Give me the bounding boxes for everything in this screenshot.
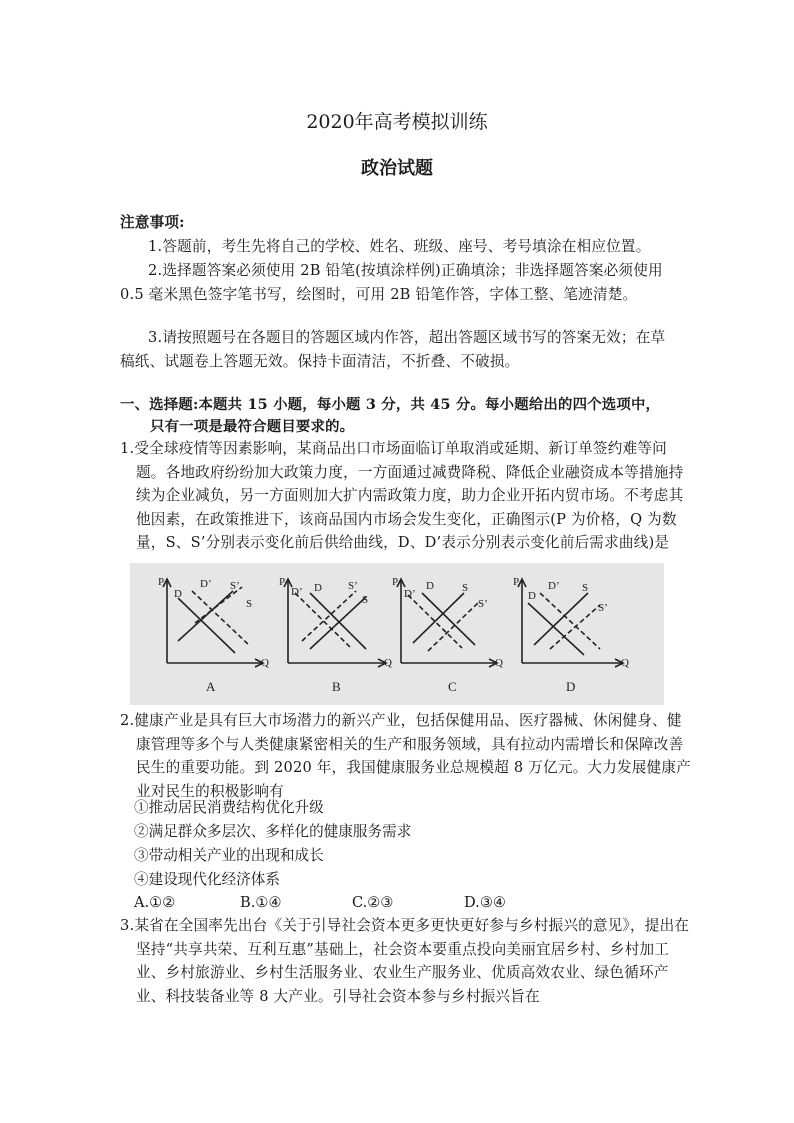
graph-a-label-2: D’: [200, 578, 212, 590]
graph-c-label-1: D’: [404, 588, 416, 600]
question-2-option-4: ④建设现代化经济体系: [134, 871, 280, 888]
graph-d-letter: D: [566, 679, 576, 694]
graph-d-label-2: D: [528, 590, 536, 602]
supply-demand-graphs: [130, 563, 664, 705]
graph-b-letter: B: [332, 679, 341, 694]
graph-c-label-3: S: [462, 582, 469, 594]
graph-c-letter: C: [448, 679, 457, 694]
graph-b-label-4: S: [362, 594, 369, 606]
exam-subject: 政治试题: [361, 158, 433, 179]
answer-c[interactable]: C.②③: [352, 894, 394, 911]
graph-b-label-2: D: [314, 582, 322, 594]
question-2-option-3: ③带动相关产业的出现和成长: [134, 847, 324, 864]
graph-d-label-1: D’: [548, 580, 560, 592]
notice-item-2: 2.选择题答案必须使用 2B 铅笔(按填涂样例)正确填涂；非选择题答案必须使用 0.5 毫米黑色签字笔书写，绘图时，可用 2B 铅笔作答，字体工整、笔迹清楚。: [120, 262, 663, 303]
graph-b-p-label: P: [279, 576, 286, 588]
notice-item-3: 3.请按照题号在各题目的答题区域内作答，超出答题区域书写的答案无效；在草稿纸、试题卷上答题无效。保持卡面清洁，不折叠、不破损。: [120, 329, 666, 370]
notice-item-1: 1.答题前，考生先将自己的学校、姓名、班级、座号、考号填涂在相应位置。: [148, 238, 651, 255]
graph-a-p-label: P: [158, 576, 165, 588]
graph-d-p-label: P: [513, 576, 520, 588]
section-heading-line1: 一、选择题:本题共 15 小题，每小题 3 分，共 45 分。每小题给出的四个选项中，: [120, 396, 661, 413]
graph-d-label-3: S: [582, 582, 589, 594]
graph-c-label-4: S’: [478, 598, 488, 610]
graph-a-label-4: S: [246, 598, 253, 610]
graph-b-label-1: D’: [291, 586, 303, 598]
question-2-option-2: ②满足群众多层次、多样化的健康服务需求: [134, 823, 412, 840]
notice-heading: 注意事项:: [120, 214, 185, 231]
graph-a-q-label: Q: [261, 657, 269, 669]
question-2-answers: [134, 891, 506, 915]
graph-d-label-4: S’: [598, 602, 608, 614]
graph-a-label-3: S’: [230, 580, 240, 592]
graph-c-label-2: D: [426, 580, 434, 592]
section-heading-line2: 只有一项是最符合题目要求的。: [150, 418, 355, 435]
question-2-stem: 2.健康产业是具有巨大市场潜力的新兴产业，包括保健用品、医疗器械、休闲健身、健康管理等多个与人类健康紧密相关的生产和服务领域，具有拉动内需增长和保障改善民生的重要功能。到 2020 年，我国健康服务业总规模超 8 万亿元。大力发展健康产业对民生的积极影响有: [120, 712, 691, 800]
graph-a-letter: A: [206, 679, 216, 694]
graph-b-q-label: Q: [384, 657, 392, 669]
exam-title: 2020年高考模拟训练: [306, 111, 488, 133]
question-1-stem: 1.受全球疫情等因素影响，某商品出口市场面临订单取消或延期、新订单签约难等问题。各地政府纷纷加大政策力度，一方面通过减费降税、降低企业融资成本等措施持续为企业减负，另一方面则加大扩内需政策力度，助力企业开拓内贸市场。不考虑其他因素，在政策推进下，该商品国内市场会发生变化，正确图示(P 为价格，Q 为数量，S、S’分别表示变化前后供给曲线，D、D’表示分别表示变化前后需求曲线)是: [120, 440, 684, 552]
answer-b[interactable]: B.①④: [240, 894, 282, 911]
graph-a-label-1: D: [174, 588, 182, 600]
question-3-stem: 3.某省在全国率先出台《关于引导社会资本更多更快更好参与乡村振兴的意见》，提出在坚持“共享共荣、互利互惠”基础上，社会资本要重点投向美丽宜居乡村、乡村加工业、乡村旅游业、乡村生活服务业、农业生产服务业、优质高效农业、绿色循环产业、科技装备业等 8 大产业。引导社会资本参与乡村振兴旨在: [120, 917, 690, 1005]
graph-b-label-3: S’: [348, 580, 358, 592]
question-2-option-1: ①推动居民消费结构优化升级: [134, 799, 324, 816]
graph-c-p-label: P: [392, 576, 399, 588]
graph-d-q-label: Q: [621, 657, 629, 669]
answer-d[interactable]: D.③④: [464, 894, 506, 911]
question-1-graphs: [130, 563, 664, 705]
graph-c-q-label: Q: [495, 657, 503, 669]
answer-a[interactable]: A.①②: [134, 894, 176, 911]
